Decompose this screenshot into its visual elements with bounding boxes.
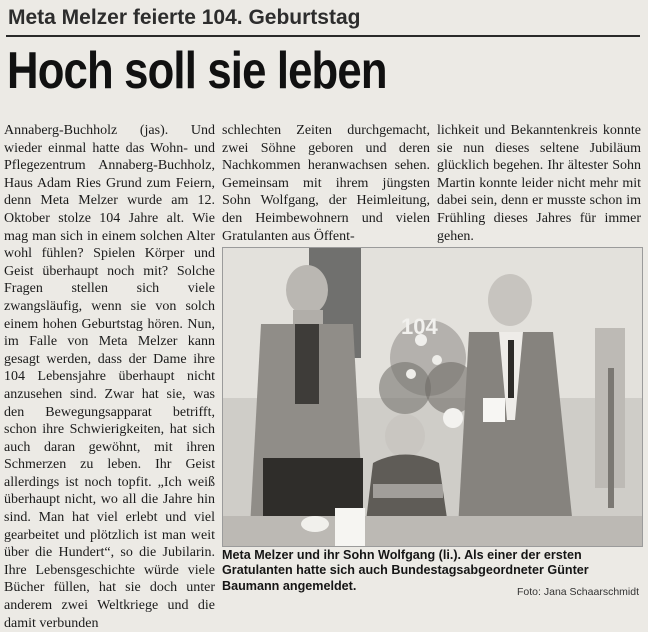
kicker-rule [6,35,640,37]
article-column-3: lichkeit und Bekanntenkreis konnte sie nun dieses seltene Jubiläum glücklich begehen. Ihr ältester Sohn Martin konnte leider nicht mehr mit dabei sein, denn er musste schon im Frühling dieses Jahres für immer gehen. [437,123,641,244]
photo-caption: Meta Melzer und ihr Sohn Wolfgang (li.). Als einer der ersten Gratulanten hatte sich auch Bundestagsabgeordneter Günter Baumann angemeldet. [222,548,589,593]
headline: Hoch soll sie leben [7,42,387,100]
article-column-1: Annaberg-Buchholz (jas). Und wieder einmal hatte das Wohn- und Pflegezentrum Annaberg-Buchholz, Haus Adam Ries Grund zum Feiern, denn Meta Melzer wurde am 12. Oktober stolze 104 Jahre alt. Wie mag man sich in einem solchen Alter wohl fühlen? Spielen Körper und Geist überhaupt noch mit? Solche Fragen stellen sich viele zwangsläufig, wenn sie von solch einem hohen Geburtstag hören. Nun, im Falle von Meta Melzer kann gesagt werden, dass der Dame ihre 104 Lebensjahre überhaupt nicht anzusehen sind. Zwar hat sie, was den Bewegungsapparat betrifft, schon ihre Schwierigkeiten, hat sich auch daran gewöhnt, mit ihren Schmerzen zu leben. Ihr Geist allerdings ist noch topfit. „Ich weiß überhaupt nicht, wo all die Jahre hin sind. Man hat viel erlebt und viel gearbeitet und plötzlich ist man weit über die Hundert“, so die Jubilarin. Ihre Lebensgeschichte würde viele Bücher füllen, hat sie doch unter anderem zwei Weltkriege und die damit verbunden [4,123,215,631]
cake-number: 104 [401,314,438,339]
photo-illustration [223,248,642,546]
photo-credit: Foto: Jana Schaarschmidt [517,586,639,598]
kicker: Meta Melzer feierte 104. Geburtstag [8,6,361,29]
news-photo [222,247,643,547]
article-column-2: schlechten Zeiten durchgemacht, zwei Söhne geboren und deren Nachkommen heranwachsen sehen. Gemeinsam mit ihrem jüngsten Sohn Wolfgang, der Heimleitung, den Heimbewohnern und vielen Gratulanten aus Öffent- [222,123,430,244]
